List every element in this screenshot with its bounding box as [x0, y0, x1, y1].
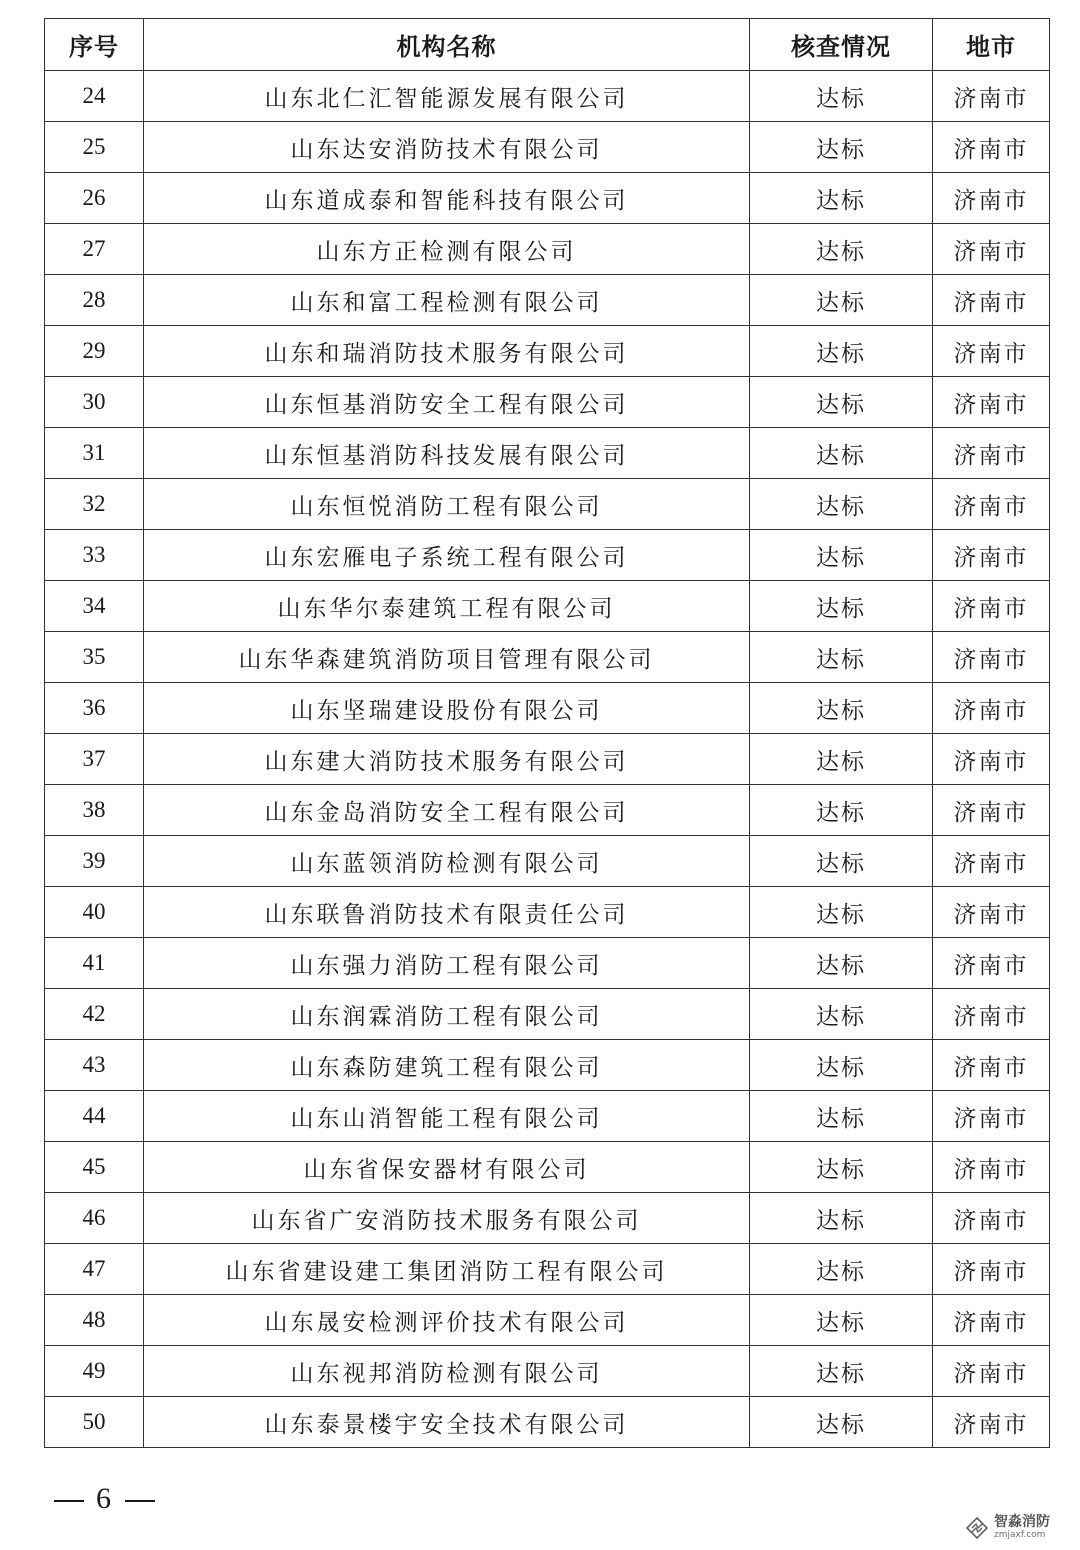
row-index-cell: 45	[45, 1142, 144, 1193]
row-check-status-cell: 达标	[750, 377, 933, 428]
row-index-cell: 38	[45, 785, 144, 836]
table-row	[45, 989, 1050, 1040]
row-org-name-cell: 山东晟安检测评价技术有限公司	[144, 1295, 750, 1346]
row-org-name-cell: 山东宏雁电子系统工程有限公司	[144, 530, 750, 581]
table-row	[45, 1244, 1050, 1295]
table-row	[45, 224, 1050, 275]
row-city-cell: 济南市	[933, 428, 1050, 479]
row-city-cell: 济南市	[933, 785, 1050, 836]
row-check-status-cell: 达标	[750, 1091, 933, 1142]
table-row	[45, 122, 1050, 173]
header-city: 地市	[933, 19, 1050, 71]
row-index-cell: 29	[45, 326, 144, 377]
row-city-cell: 济南市	[933, 1142, 1050, 1193]
row-index-cell: 42	[45, 989, 144, 1040]
row-index-cell: 35	[45, 632, 144, 683]
row-city-cell: 济南市	[933, 683, 1050, 734]
row-check-status-cell: 达标	[750, 581, 933, 632]
row-index-cell: 39	[45, 836, 144, 887]
table-header-row	[45, 19, 1050, 71]
row-org-name-cell: 山东北仁汇智能源发展有限公司	[144, 71, 750, 122]
row-check-status-cell: 达标	[750, 275, 933, 326]
page-number-right-dash	[125, 1500, 155, 1502]
table-row	[45, 1091, 1050, 1142]
row-org-name-cell: 山东恒基消防科技发展有限公司	[144, 428, 750, 479]
table-row	[45, 734, 1050, 785]
row-check-status-cell: 达标	[750, 1193, 933, 1244]
table-row	[45, 71, 1050, 122]
row-check-status-cell: 达标	[750, 122, 933, 173]
page-number-value: 6	[96, 1482, 113, 1515]
row-city-cell: 济南市	[933, 71, 1050, 122]
row-org-name-cell: 山东视邦消防检测有限公司	[144, 1346, 750, 1397]
row-city-cell: 济南市	[933, 1193, 1050, 1244]
row-city-cell: 济南市	[933, 938, 1050, 989]
row-index-cell: 26	[45, 173, 144, 224]
row-index-cell: 25	[45, 122, 144, 173]
header-org-name: 机构名称	[144, 19, 750, 71]
row-index-cell: 31	[45, 428, 144, 479]
row-org-name-cell: 山东恒悦消防工程有限公司	[144, 479, 750, 530]
row-check-status-cell: 达标	[750, 887, 933, 938]
watermark-brand: 智淼消防	[994, 1514, 1050, 1530]
row-check-status-cell: 达标	[750, 989, 933, 1040]
row-check-status-cell: 达标	[750, 734, 933, 785]
watermark-domain: zmjaxf.com	[994, 1530, 1046, 1540]
table-row	[45, 1397, 1050, 1448]
row-city-cell: 济南市	[933, 1091, 1050, 1142]
row-city-cell: 济南市	[933, 1295, 1050, 1346]
row-check-status-cell: 达标	[750, 1295, 933, 1346]
row-check-status-cell: 达标	[750, 1142, 933, 1193]
row-check-status-cell: 达标	[750, 428, 933, 479]
row-city-cell: 济南市	[933, 1040, 1050, 1091]
row-index-cell: 50	[45, 1397, 144, 1448]
table-row	[45, 1142, 1050, 1193]
row-city-cell: 济南市	[933, 1244, 1050, 1295]
row-index-cell: 48	[45, 1295, 144, 1346]
table-row	[45, 428, 1050, 479]
row-org-name-cell: 山东森防建筑工程有限公司	[144, 1040, 750, 1091]
row-city-cell: 济南市	[933, 275, 1050, 326]
row-org-name-cell: 山东方正检测有限公司	[144, 224, 750, 275]
table-row	[45, 1040, 1050, 1091]
table-row	[45, 377, 1050, 428]
row-org-name-cell: 山东达安消防技术有限公司	[144, 122, 750, 173]
row-check-status-cell: 达标	[750, 1346, 933, 1397]
row-city-cell: 济南市	[933, 1397, 1050, 1448]
table-row	[45, 581, 1050, 632]
row-city-cell: 济南市	[933, 836, 1050, 887]
row-org-name-cell: 山东金岛消防安全工程有限公司	[144, 785, 750, 836]
row-org-name-cell: 山东省建设建工集团消防工程有限公司	[144, 1244, 750, 1295]
watermark-text	[994, 1515, 1050, 1540]
row-check-status-cell: 达标	[750, 71, 933, 122]
row-org-name-cell: 山东蓝领消防检测有限公司	[144, 836, 750, 887]
header-check-status: 核查情况	[750, 19, 933, 71]
table-row	[45, 1295, 1050, 1346]
row-index-cell: 43	[45, 1040, 144, 1091]
row-check-status-cell: 达标	[750, 479, 933, 530]
row-city-cell: 济南市	[933, 530, 1050, 581]
row-org-name-cell: 山东坚瑞建设股份有限公司	[144, 683, 750, 734]
row-index-cell: 44	[45, 1091, 144, 1142]
row-city-cell: 济南市	[933, 734, 1050, 785]
row-city-cell: 济南市	[933, 122, 1050, 173]
row-city-cell: 济南市	[933, 377, 1050, 428]
organization-table-container	[44, 18, 1049, 1448]
row-check-status-cell: 达标	[750, 224, 933, 275]
row-index-cell: 40	[45, 887, 144, 938]
row-org-name-cell: 山东和富工程检测有限公司	[144, 275, 750, 326]
row-check-status-cell: 达标	[750, 326, 933, 377]
table-row	[45, 530, 1050, 581]
watermark	[966, 1515, 1050, 1540]
row-org-name-cell: 山东泰景楼宇安全技术有限公司	[144, 1397, 750, 1448]
row-index-cell: 34	[45, 581, 144, 632]
row-org-name-cell: 山东华森建筑消防项目管理有限公司	[144, 632, 750, 683]
table-row	[45, 938, 1050, 989]
row-city-cell: 济南市	[933, 887, 1050, 938]
row-index-cell: 30	[45, 377, 144, 428]
row-org-name-cell: 山东省广安消防技术服务有限公司	[144, 1193, 750, 1244]
table-row	[45, 275, 1050, 326]
row-city-cell: 济南市	[933, 224, 1050, 275]
row-org-name-cell: 山东华尔泰建筑工程有限公司	[144, 581, 750, 632]
row-check-status-cell: 达标	[750, 1040, 933, 1091]
row-index-cell: 47	[45, 1244, 144, 1295]
header-index: 序号	[45, 19, 144, 71]
row-city-cell: 济南市	[933, 479, 1050, 530]
row-index-cell: 27	[45, 224, 144, 275]
row-index-cell: 36	[45, 683, 144, 734]
row-check-status-cell: 达标	[750, 1244, 933, 1295]
row-org-name-cell: 山东和瑞消防技术服务有限公司	[144, 326, 750, 377]
row-org-name-cell: 山东省保安器材有限公司	[144, 1142, 750, 1193]
row-index-cell: 46	[45, 1193, 144, 1244]
table-row	[45, 479, 1050, 530]
row-check-status-cell: 达标	[750, 1397, 933, 1448]
table-row	[45, 683, 1050, 734]
row-org-name-cell: 山东建大消防技术服务有限公司	[144, 734, 750, 785]
row-city-cell: 济南市	[933, 632, 1050, 683]
table-row	[45, 632, 1050, 683]
page-number	[42, 1482, 167, 1516]
row-check-status-cell: 达标	[750, 683, 933, 734]
row-check-status-cell: 达标	[750, 836, 933, 887]
table-row	[45, 1346, 1050, 1397]
row-check-status-cell: 达标	[750, 938, 933, 989]
table-row	[45, 326, 1050, 377]
row-check-status-cell: 达标	[750, 632, 933, 683]
table-row	[45, 887, 1050, 938]
row-index-cell: 37	[45, 734, 144, 785]
row-org-name-cell: 山东恒基消防安全工程有限公司	[144, 377, 750, 428]
row-check-status-cell: 达标	[750, 785, 933, 836]
row-index-cell: 49	[45, 1346, 144, 1397]
row-check-status-cell: 达标	[750, 530, 933, 581]
organization-table	[44, 18, 1050, 1448]
table-row	[45, 1193, 1050, 1244]
row-org-name-cell: 山东联鲁消防技术有限责任公司	[144, 887, 750, 938]
table-row	[45, 836, 1050, 887]
table-body	[45, 71, 1050, 1448]
row-city-cell: 济南市	[933, 173, 1050, 224]
row-org-name-cell: 山东道成泰和智能科技有限公司	[144, 173, 750, 224]
row-org-name-cell: 山东强力消防工程有限公司	[144, 938, 750, 989]
row-city-cell: 济南市	[933, 989, 1050, 1040]
row-index-cell: 33	[45, 530, 144, 581]
row-city-cell: 济南市	[933, 1346, 1050, 1397]
row-city-cell: 济南市	[933, 581, 1050, 632]
table-row	[45, 785, 1050, 836]
page-number-left-dash	[54, 1500, 84, 1502]
row-check-status-cell: 达标	[750, 173, 933, 224]
row-index-cell: 28	[45, 275, 144, 326]
row-org-name-cell: 山东润霖消防工程有限公司	[144, 989, 750, 1040]
diamond-logo-icon	[966, 1517, 988, 1539]
row-index-cell: 41	[45, 938, 144, 989]
row-org-name-cell: 山东山消智能工程有限公司	[144, 1091, 750, 1142]
table-row	[45, 173, 1050, 224]
row-city-cell: 济南市	[933, 326, 1050, 377]
row-index-cell: 24	[45, 71, 144, 122]
row-index-cell: 32	[45, 479, 144, 530]
